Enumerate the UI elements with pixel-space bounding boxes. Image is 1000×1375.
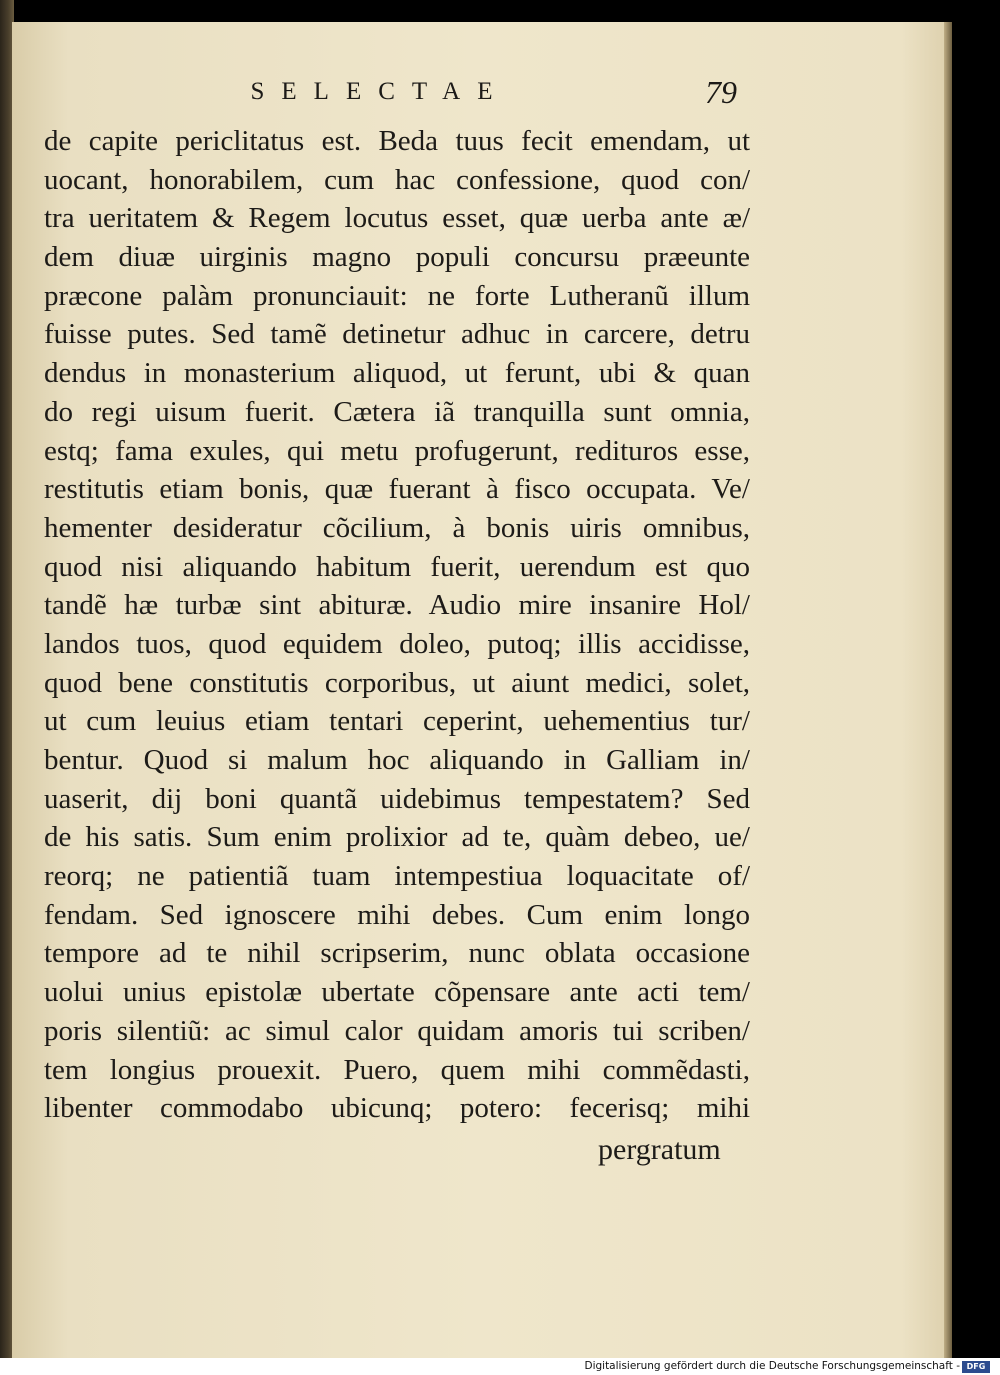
text-line: libenter commodabo ubicunq; potero: fecerisq; mihi bbox=[44, 1092, 750, 1125]
text-line: quod bene constitutis corporibus, ut aiunt medici, solet, bbox=[44, 666, 750, 699]
body-text bbox=[44, 122, 750, 1128]
running-head: SELECTAE bbox=[250, 78, 510, 105]
text-line: do regi uisum fuerit. Cætera iã tranquilla sunt omnia, bbox=[44, 395, 750, 428]
page-number: 79 bbox=[705, 74, 737, 110]
text-line: præcone palàm pronunciauit: ne forte Lutheranũ illum bbox=[44, 279, 750, 312]
text-line: tra ueritatem & Regem locutus esset, quæ uerba ante æ/ bbox=[44, 202, 750, 235]
text-line: tem longius prouexit. Puero, quem mihi commẽdasti, bbox=[44, 1053, 750, 1086]
text-line: fendam. Sed ignoscere mihi debes. Cum enim longo bbox=[44, 898, 750, 931]
text-line: hementer desideratur cõcilium, à bonis uiris omnibus, bbox=[44, 511, 750, 544]
text-line: fuisse putes. Sed tamẽ detinetur adhuc in carcere, detru bbox=[44, 318, 750, 351]
text-line: landos tuos, quod equidem doleo, putoq; illis accidisse, bbox=[44, 627, 750, 660]
text-line: uocant, honorabilem, cum hac confessione, quod con/ bbox=[44, 163, 750, 196]
dfg-logo-icon: DFG bbox=[962, 1361, 990, 1373]
text-line: quod nisi aliquando habitum fuerit, uerendum est quo bbox=[44, 550, 750, 583]
text-line: bentur. Quod si malum hoc aliquando in Galliam in/ bbox=[44, 744, 750, 776]
text-line: poris silentiũ: ac simul calor quidam amoris tui scriben/ bbox=[44, 1014, 750, 1047]
text-line: tandẽ hæ turbæ sint abituræ. Audio mire insanire Hol/ bbox=[44, 589, 750, 622]
catchword: pergratum bbox=[598, 1133, 721, 1166]
text-line: reorq; ne patientiã tuam intempestiua loquacitate of/ bbox=[44, 860, 750, 893]
funding-credit: Digitalisierung gefördert durch die Deutsche Forschungsgemeinschaft - bbox=[584, 1360, 960, 1372]
text-line: tempore ad te nihil scripserim, nunc oblata occasione bbox=[44, 937, 750, 970]
text-line: uolui unius epistolæ ubertate cõpensare ante acti tem/ bbox=[44, 976, 750, 1009]
text-line: dem diuæ uirginis magno populi concursu præeunte bbox=[44, 241, 750, 274]
text-line: ut cum leuius etiam tentari ceperint, uehementius tur/ bbox=[44, 705, 750, 738]
text-line: de his satis. Sum enim prolixior ad te, quàm debeo, ue/ bbox=[44, 821, 750, 854]
text-line: uaserit, dij boni quantã uidebimus tempestatem? Sed bbox=[44, 782, 750, 815]
page-edge-shadow bbox=[944, 22, 952, 1358]
text-line: restitutis etiam bonis, quæ fuerant à fisco occupata. Ve/ bbox=[44, 473, 750, 506]
text-line: estq; fama exules, qui metu profugerunt, redituros esse, bbox=[44, 434, 750, 467]
text-line: de capite periclitatus est. Beda tuus fecit emendam, ut bbox=[44, 125, 750, 157]
text-line: dendus in monasterium aliquod, ut ferunt, ubi & quan bbox=[44, 357, 750, 390]
